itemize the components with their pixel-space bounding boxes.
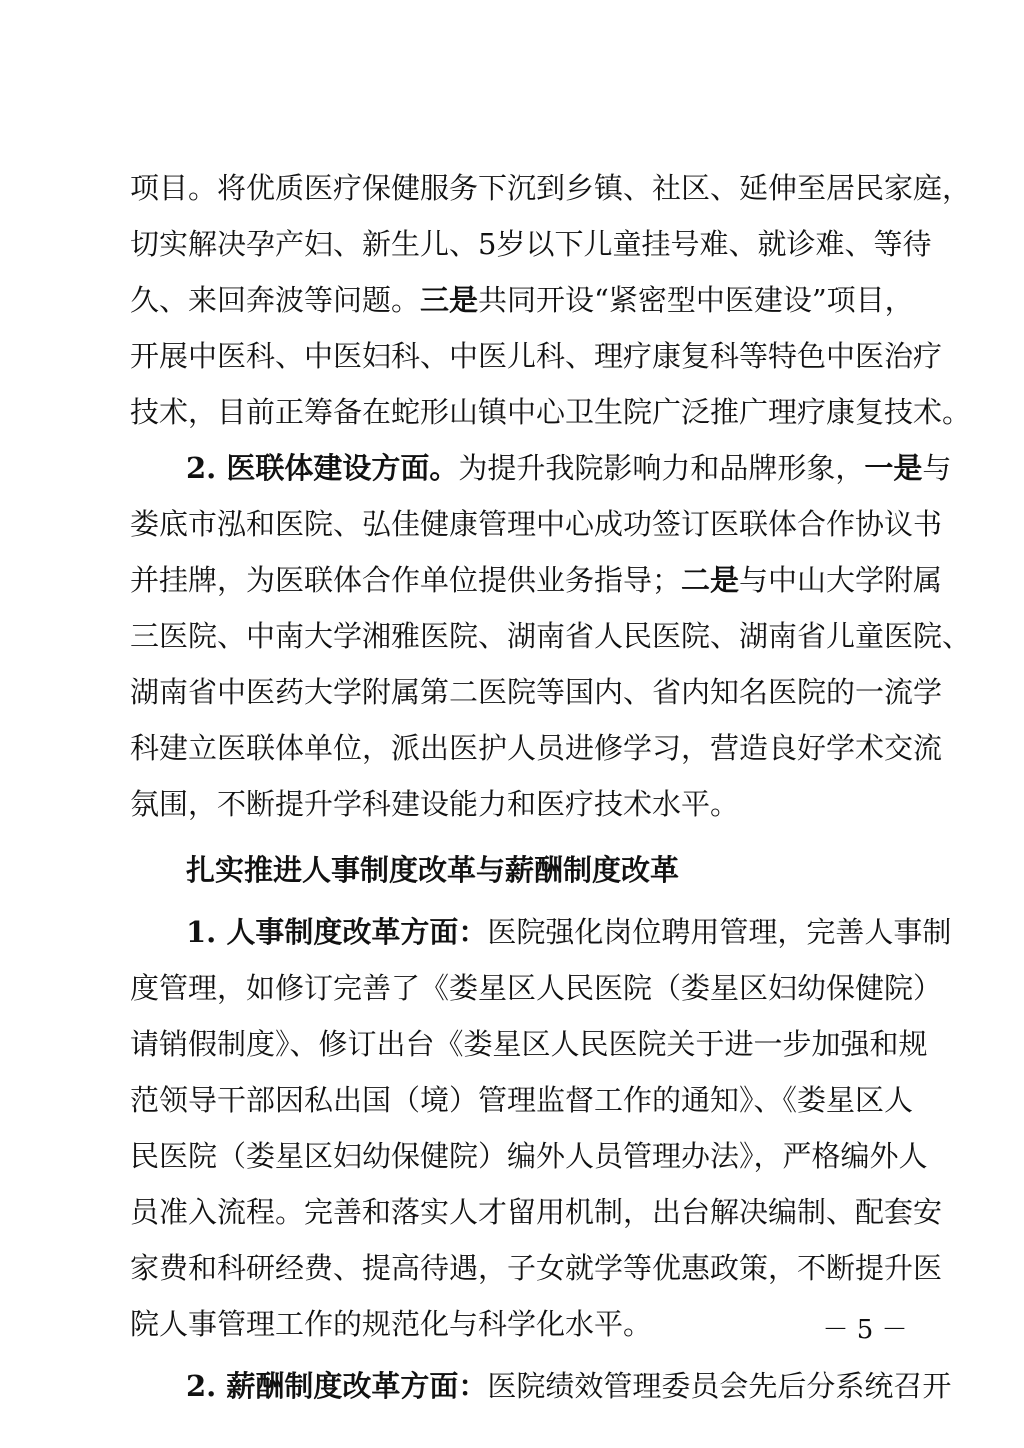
- text-line: [130, 1130, 928, 1182]
- text-run: 科建立医联体单位，派出医护人员进修学习，营造良好学术交流: [130, 731, 943, 765]
- bold-phrase: 2. 薪酬制度改革方面：: [186, 1369, 488, 1403]
- text-run: 项目。将优质医疗保健服务下沉到乡镇、社区、延伸至居民家庭，: [130, 171, 972, 205]
- text-run: 为提升我院影响力和品牌形象，: [458, 451, 865, 485]
- text-line: [130, 330, 943, 382]
- text-line: [130, 498, 943, 550]
- text-run: 医院绩效管理委员会先后分系统召开: [487, 1369, 952, 1403]
- text-run: 技术，目前正筹备在蛇形山镇中心卫生院广泛推广理疗康复技术。: [130, 395, 972, 429]
- bold-phrase: 2. 医联体建设方面。: [186, 451, 459, 485]
- text-run: 请销假制度》、修订出台《娄星区人民医院关于进一步加强和规: [130, 1027, 928, 1061]
- text-line: [130, 1018, 928, 1070]
- bold-phrase: 一是: [864, 451, 923, 485]
- text-run: 共同开设“紧密型中医建设”项目，: [478, 283, 914, 317]
- text-line: [130, 1186, 943, 1238]
- text-line: [130, 778, 900, 830]
- text-run: 开展中医科、中医妇科、中医儿科、理疗康复科等特色中医治疗: [130, 339, 943, 373]
- section-heading: [186, 844, 900, 896]
- text-run: 切实解决孕产妇、新生儿、5岁以下儿童挂号难、就诊难、等待: [130, 227, 932, 261]
- bold-phrase: 二是: [681, 563, 740, 597]
- text-run: 久、来回奔波等问题。: [130, 283, 421, 317]
- bold-phrase: 三是: [420, 283, 479, 317]
- text-line: [130, 218, 932, 270]
- text-run: 娄底市泓和医院、弘佳健康管理中心成功签订医联体合作协议书: [130, 507, 943, 541]
- text-run: 与中山大学附属: [739, 563, 943, 597]
- text-run: 医院强化岗位聘用管理，完善人事制: [487, 915, 952, 949]
- text-run: 氛围，不断提升学科建设能力和医疗技术水平。: [130, 787, 740, 821]
- text-line: [130, 962, 943, 1014]
- text-run: 员准入流程。完善和落实人才留用机制，出台解决编制、配套安: [130, 1195, 943, 1229]
- text-run: 三医院、中南大学湘雅医院、湖南省人民医院、湖南省儿童医院、: [130, 619, 972, 653]
- page-number: － 5 －: [822, 1315, 908, 1345]
- text-run: 度管理，如修订完善了《娄星区人民医院（娄星区妇幼保健院）: [130, 971, 943, 1005]
- text-line: [186, 906, 952, 958]
- text-run: 与: [922, 451, 952, 485]
- text-line: [130, 554, 943, 606]
- text-line: [130, 162, 972, 214]
- bold-phrase: 1. 人事制度改革方面：: [186, 915, 488, 949]
- text-line: [186, 442, 952, 494]
- text-line: [186, 1360, 952, 1412]
- text-run: 湖南省中医药大学附属第二医院等国内、省内知名医院的一流学: [130, 675, 943, 709]
- text-line: [130, 386, 972, 438]
- text-run: 家费和科研经费、提高待遇，子女就学等优惠政策，不断提升医: [130, 1251, 943, 1285]
- text-line: [130, 1298, 900, 1350]
- text-line: [130, 1242, 943, 1294]
- text-run: 院人事管理工作的规范化与科学化水平。: [130, 1307, 653, 1341]
- bold-phrase: 扎实推进人事制度改革与薪酬制度改革: [186, 853, 680, 887]
- text-line: [130, 1074, 914, 1126]
- text-line: [130, 666, 943, 718]
- text-line: [130, 610, 972, 662]
- text-run: 范领导干部因私出国（境）管理监督工作的通知》、《娄星区人: [130, 1083, 914, 1117]
- text-run: 民医院（娄星区妇幼保健院）编外人员管理办法》，严格编外人: [130, 1139, 928, 1173]
- text-run: 并挂牌，为医联体合作单位提供业务指导；: [130, 563, 682, 597]
- text-line: [130, 274, 914, 326]
- text-line: [130, 722, 943, 774]
